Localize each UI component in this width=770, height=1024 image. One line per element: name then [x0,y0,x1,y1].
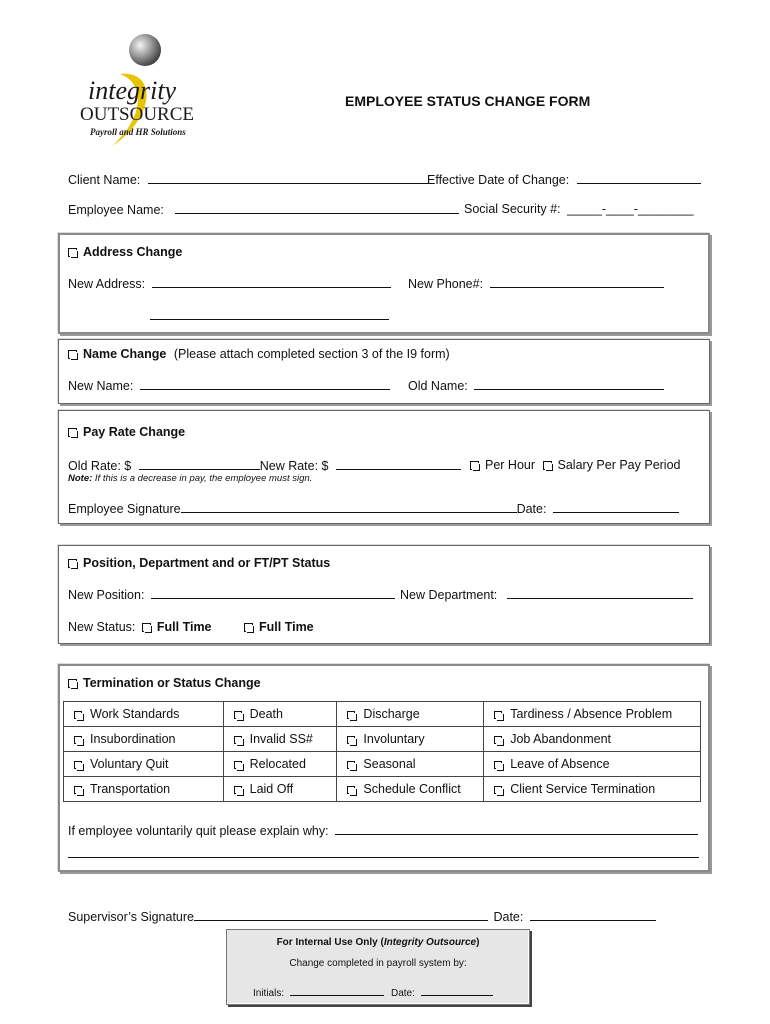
employee-signature-date-field[interactable] [553,501,679,513]
employee-name-row [68,202,459,217]
supervisor-date-field[interactable] [530,909,656,921]
termination-cell [484,752,701,777]
termination-cell [223,752,337,777]
client-name-row [68,172,428,187]
ssn-label: Social Security #: [464,202,561,216]
new-name-label: New Name: [68,379,134,393]
voluntary-quit-explain-line2[interactable] [68,846,699,858]
termination-cell [337,752,484,777]
company-logo [60,30,210,150]
new-status-row [68,620,212,634]
position-title: Position, Department and or FT/PT Status [83,556,331,570]
position-checkbox[interactable] [68,559,77,568]
termination-cell [484,777,701,802]
name-change-title: Name Change [83,347,167,361]
termination-reason-label: Relocated [249,757,306,771]
new-position-field[interactable] [151,587,395,599]
termination-reason-label: Invalid SS# [249,732,313,746]
termination-title: Termination or Status Change [83,676,261,690]
termination-reason-checkbox[interactable] [234,736,242,744]
name-change-checkbox[interactable] [68,350,77,359]
termination-reason-label: Involuntary [363,732,425,746]
new-address-line2[interactable] [150,308,389,320]
position-heading [68,556,330,570]
termination-reason-checkbox[interactable] [494,736,502,744]
form-title: EMPLOYEE STATUS CHANGE FORM [345,93,591,109]
termination-reason-checkbox[interactable] [74,736,82,744]
termination-row [64,777,701,802]
new-status-label: New Status: [68,620,136,634]
new-phone-row [408,276,664,291]
address-change-heading [68,245,182,259]
termination-cell [337,777,484,802]
termination-cell [64,777,224,802]
new-rate-label: New Rate: $ [259,459,329,473]
new-name-field[interactable] [140,378,390,390]
termination-reason-label: Work Standards [90,707,180,721]
client-name-field[interactable] [148,172,428,184]
termination-cell [64,752,224,777]
termination-reason-checkbox[interactable] [234,711,242,719]
new-address-row [68,276,391,291]
ssn-row [464,202,694,216]
supervisor-signature-label: Supervisor’s Signature [68,910,194,924]
termination-reason-checkbox[interactable] [494,761,502,769]
pay-rate-note-text: If this is a decrease in pay, the employee must sign. [94,473,313,484]
termination-reason-checkbox[interactable] [347,761,355,769]
voluntary-quit-explain-row [68,823,698,838]
per-hour-checkbox[interactable] [470,461,479,470]
termination-reason-label: Laid Off [249,782,294,796]
name-change-heading [68,347,450,361]
employee-signature-date-label: Date: [516,502,547,516]
employee-name-label: Employee Name: [68,203,164,217]
termination-reason-label: Schedule Conflict [363,782,461,796]
termination-reason-label: Voluntary Quit [90,757,169,771]
termination-reason-label: Seasonal [363,757,416,771]
name-change-note: (Please attach completed section 3 of the I9 form) [173,347,450,361]
employee-signature-label: Employee Signature [68,502,181,516]
new-address-label: New Address: [68,277,146,291]
new-department-label: New Department: [400,588,498,602]
termination-row [64,727,701,752]
voluntary-quit-explain-field[interactable] [335,823,698,835]
pay-rate-note [68,473,312,484]
termination-reason-checkbox[interactable] [234,786,242,794]
termination-row [64,702,701,727]
rate-row [68,458,461,473]
status-option-2 [244,620,314,634]
new-position-row [68,587,395,602]
full-time-label-1: Full Time [156,620,212,634]
rate-type-options [470,458,681,472]
termination-reason-checkbox[interactable] [494,786,502,794]
termination-reason-label: Job Abandonment [510,732,611,746]
effective-date-label: Effective Date of Change: [427,173,570,187]
full-time-label-2: Full Time [259,620,314,634]
termination-reason-label: Death [249,707,283,721]
internal-title-company: Integrity Outsource [383,937,477,948]
termination-row [64,752,701,777]
termination-cell [484,702,701,727]
supervisor-date-label: Date: [493,910,524,924]
internal-date-row [391,986,493,999]
client-name-label: Client Name: [68,173,141,187]
new-department-row [400,587,693,602]
termination-reason-checkbox[interactable] [347,711,355,719]
employee-name-field[interactable] [175,202,459,214]
old-rate-field[interactable] [139,458,260,470]
logo-sphere [129,34,161,66]
effective-date-field[interactable] [577,172,701,184]
employee-signature-field[interactable] [181,501,517,513]
new-address-field[interactable] [152,276,391,288]
termination-reason-label: Tardiness / Absence Problem [510,707,673,721]
internal-use-title [226,937,530,948]
logo-tagline: Payroll and HR Solutions [90,127,186,137]
internal-date-field[interactable] [421,986,493,996]
termination-reason-label: Leave of Absence [510,757,610,771]
supervisor-signature-row [68,909,656,924]
termination-cell [337,727,484,752]
new-rate-field[interactable] [336,458,461,470]
logo-line2: OUTSOURCE [80,104,195,125]
pay-rate-note-prefix: Note: [68,473,93,484]
termination-reason-label: Insubordination [90,732,176,746]
ssn-field[interactable]: _____-____-________ [567,202,694,216]
termination-cell [484,727,701,752]
effective-date-row [427,172,701,187]
pay-rate-title: Pay Rate Change [83,425,186,439]
termination-heading [68,676,261,690]
per-hour-label: Per Hour [485,458,536,472]
old-name-row [408,378,664,393]
internal-title-prefix: For Internal Use Only ( [276,937,384,948]
employee-signature-row [68,501,679,516]
internal-initials-field[interactable] [290,986,384,996]
full-time-checkbox-2[interactable] [244,623,253,632]
internal-change-text: Change completed in payroll system by: [289,958,467,969]
termination-cell [223,702,337,727]
address-change-title: Address Change [83,245,183,259]
termination-reason-label: Client Service Termination [510,782,656,796]
termination-reason-checkbox[interactable] [74,786,82,794]
termination-reason-checkbox[interactable] [74,761,82,769]
new-name-row [68,378,390,393]
termination-reason-checkbox[interactable] [347,786,355,794]
termination-cell [64,702,224,727]
termination-cell [223,727,337,752]
termination-reasons-table [63,701,701,802]
new-position-label: New Position: [68,588,145,602]
internal-date-label: Date: [391,988,415,999]
logo-line1: integrity [88,76,177,105]
old-name-label: Old Name: [408,379,468,393]
internal-initials-label: Initials: [253,988,285,999]
salary-checkbox[interactable] [543,461,552,470]
termination-reason-checkbox[interactable] [74,711,82,719]
new-phone-label: New Phone#: [408,277,484,291]
old-name-field[interactable] [474,378,664,390]
termination-reason-checkbox[interactable] [234,761,242,769]
termination-reason-checkbox[interactable] [494,711,502,719]
termination-cell [337,702,484,727]
voluntary-quit-explain-label: If employee voluntarily quit please explain why: [68,824,329,838]
internal-title-suffix: ) [476,937,480,948]
termination-reason-label: Transportation [90,782,171,796]
pay-rate-heading [68,425,185,439]
termination-cell [223,777,337,802]
new-department-field[interactable] [507,587,693,599]
termination-checkbox[interactable] [68,679,77,688]
new-phone-field[interactable] [490,276,664,288]
termination-reason-checkbox[interactable] [347,736,355,744]
address-change-checkbox[interactable] [68,248,77,257]
termination-cell [64,727,224,752]
termination-reason-label: Discharge [363,707,420,721]
supervisor-signature-field[interactable] [194,909,488,921]
pay-rate-checkbox[interactable] [68,428,77,437]
salary-label: Salary Per Pay Period [557,458,681,472]
full-time-checkbox-1[interactable] [142,623,151,632]
internal-initials-row [253,986,384,999]
old-rate-label: Old Rate: $ [68,459,132,473]
